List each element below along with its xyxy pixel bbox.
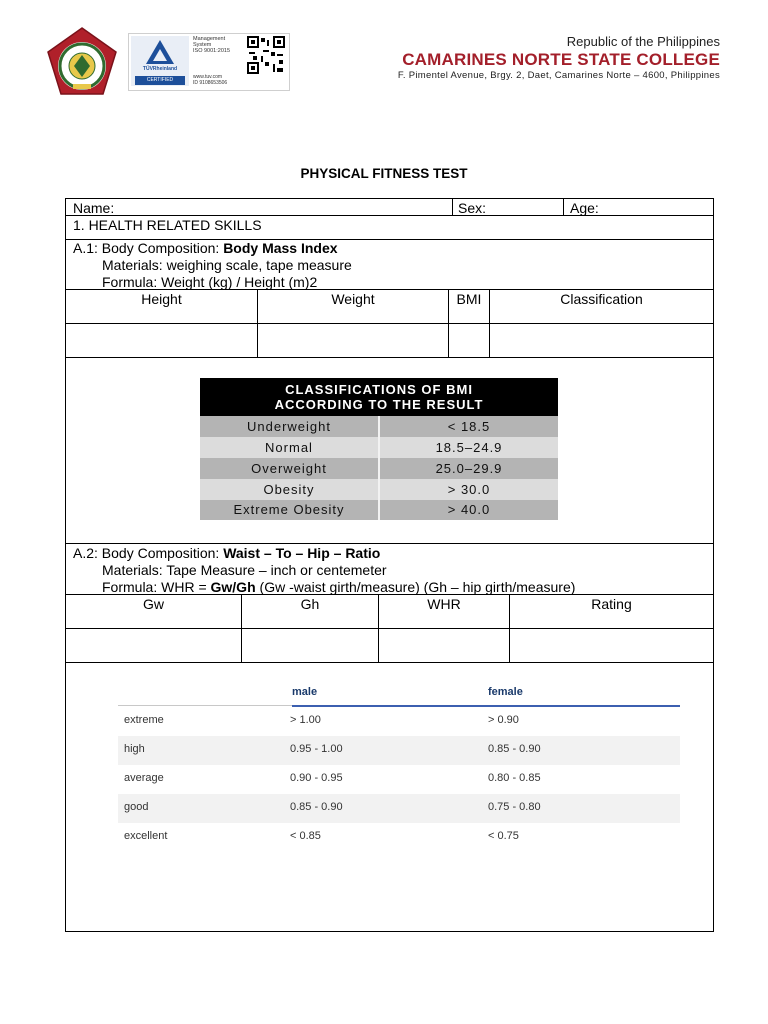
whr-female-value: 0.75 - 0.80 <box>488 801 541 813</box>
col-weight: Weight <box>331 291 375 307</box>
whr-header-male: male <box>292 686 318 698</box>
whr-male-value: < 0.85 <box>290 830 321 842</box>
col-height: Height <box>141 291 182 307</box>
a1-formula: Formula: Weight (kg) / Height (m)2 <box>102 274 318 290</box>
qr-code-icon <box>247 36 285 74</box>
page-title: PHYSICAL FITNESS TEST <box>300 166 468 181</box>
whr-female-value: 0.80 - 0.85 <box>488 772 541 784</box>
whr-label: extreme <box>124 714 164 726</box>
whr-header-female: female <box>488 686 523 698</box>
tuv-certified: CERTIFIED <box>135 76 185 85</box>
whr-rating-table <box>118 674 680 874</box>
col-rating: Rating <box>591 596 632 612</box>
sex-label: Sex: <box>458 200 487 216</box>
age-label: Age: <box>570 200 599 216</box>
section-health-related-skills: 1. HEALTH RELATED SKILLS <box>73 217 262 233</box>
tuv-logo <box>131 36 189 86</box>
republic-text: Republic of the Philippines <box>566 34 720 49</box>
col-gw: Gw <box>143 596 164 612</box>
whr-male-value: 0.90 - 0.95 <box>290 772 343 784</box>
whr-male-value: 0.95 - 1.00 <box>290 743 343 755</box>
bmi-row: Underweight < 18.5 <box>200 416 558 437</box>
a1-heading: A.1: Body Composition: Body Mass Index <box>73 240 338 256</box>
tuv-name: TÜVRheinland <box>142 66 178 72</box>
mgmt-system-text: Management System ISO 9001:2015 <box>193 36 231 54</box>
whr-label: good <box>124 801 149 813</box>
whr-female-value: < 0.75 <box>488 830 519 842</box>
col-bmi: BMI <box>456 291 482 307</box>
col-whr: WHR <box>427 596 461 612</box>
college-seal-logo <box>46 26 118 98</box>
college-address: F. Pimentel Avenue, Brgy. 2, Daet, Camarines Norte – 4600, Philippines <box>397 70 720 81</box>
whr-male-value: > 1.00 <box>290 714 321 726</box>
bmi-row: Obesity > 30.0 <box>200 479 558 500</box>
a2-formula: Formula: WHR = Gw/Gh (Gw -waist girth/measure) (Gh – hip girth/measure) <box>102 579 576 595</box>
a2-materials: Materials: Tape Measure – inch or centemeter <box>102 562 387 578</box>
name-label: Name: <box>73 200 115 216</box>
col-gh: Gh <box>300 596 320 612</box>
whr-label: high <box>124 743 145 755</box>
col-classification: Classification <box>560 291 643 307</box>
whr-male-value: 0.85 - 0.90 <box>290 801 343 813</box>
bmi-row: Overweight 25.0–29.9 <box>200 458 558 479</box>
iso-certification-badge <box>128 33 290 91</box>
whr-female-value: > 0.90 <box>488 714 519 726</box>
whr-label: excellent <box>124 830 168 842</box>
tuv-footer: www.tuv.com ID 9108653506 <box>193 74 228 86</box>
bmi-row: Normal 18.5–24.9 <box>200 437 558 458</box>
bmi-row: Extreme Obesity > 40.0 <box>200 500 558 520</box>
whr-label: average <box>124 772 164 784</box>
a2-heading: A.2: Body Composition: Waist – To – Hip – Ratio <box>73 545 381 561</box>
bmi-table-heading: CLASSIFICATIONS OF BMI ACCORDING TO THE RESULT <box>200 378 558 416</box>
whr-female-value: 0.85 - 0.90 <box>488 743 541 755</box>
college-name: CAMARINES NORTE STATE COLLEGE <box>402 50 720 69</box>
bmi-classification-table <box>200 378 558 520</box>
a1-materials: Materials: weighing scale, tape measure <box>102 257 352 273</box>
